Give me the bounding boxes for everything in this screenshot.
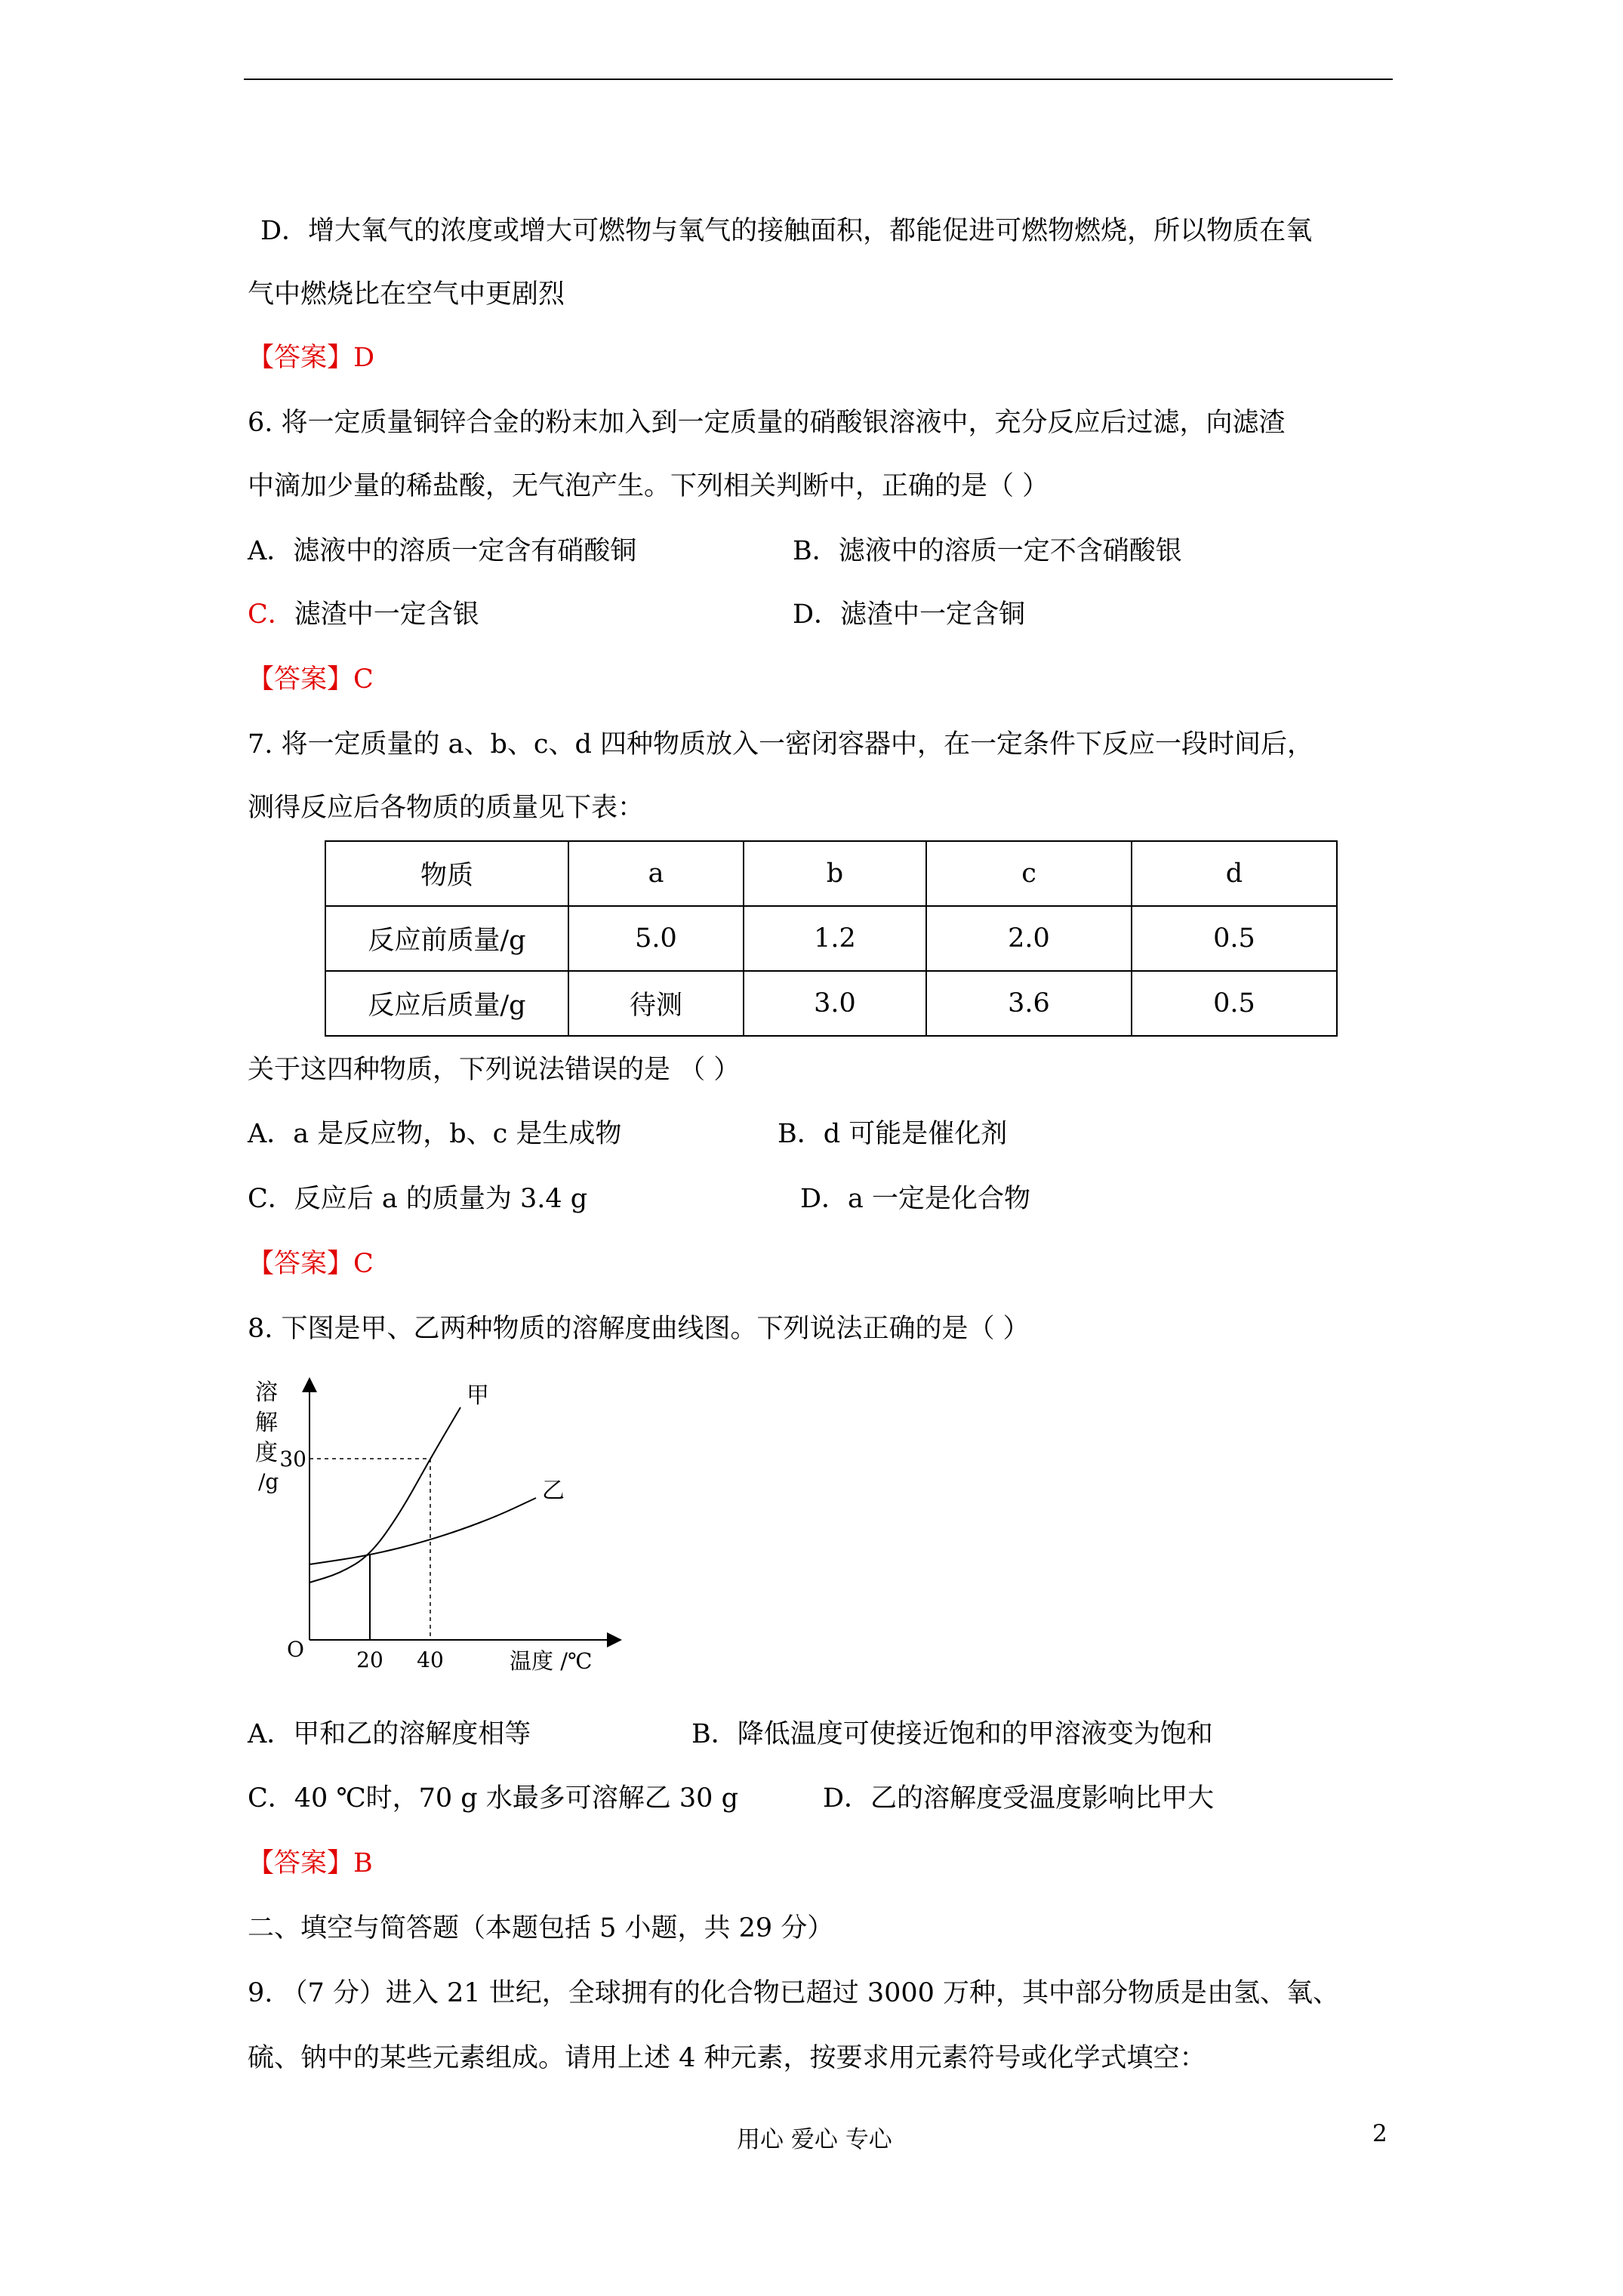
q9-line1: 9. （7 分）进入 21 世纪，全球拥有的化合物已超过 3000 万种，其中部分物质是由氢、氧、 <box>248 1978 1340 2008</box>
series-line-1 <box>310 1407 460 1583</box>
q7-stem-line2: 测得反应后各物质的质量见下表： <box>248 793 645 823</box>
q7-stem-line1: 7. 将一定质量的 a、b、c、d 四种物质放入一密闭容器中，在一定条件下反应一段时间后， <box>248 729 1314 760</box>
table-cell: 待测 <box>568 971 744 1036</box>
q6-stem-line1: 6. 将一定质量铜锌合金的粉末加入到一定质量的硝酸银溶液中，充分反应后过滤，向滤渣 <box>248 408 1286 438</box>
x-tick-label: 20 <box>356 1647 383 1672</box>
footer-motto: 用心 爱心 专心 <box>737 2126 892 2153</box>
q5-option-d-line1: D．增大氧气的浓度或增大可燃物与氧气的接触面积，都能促进可燃物燃烧，所以物质在氧 <box>260 216 1313 246</box>
q6-option-b: B．滤液中的溶质一定不含硝酸银 <box>793 536 1182 566</box>
q8-option-d: D．乙的溶解度受温度影响比甲大 <box>823 1783 1215 1814</box>
q9-line2: 硫、钠中的某些元素组成。请用上述 4 种元素，按要求用元素符号或化学式填空： <box>248 2043 1206 2073</box>
y-label-unit: /g <box>258 1469 279 1494</box>
table-cell: b <box>744 841 926 906</box>
origin-label: O <box>287 1637 304 1662</box>
section-2-title: 二、填空与简答题（本题包括 5 小题，共 29 分） <box>248 1913 834 1943</box>
mass-table <box>325 840 1338 1037</box>
q7-option-a: A．a 是反应物，b、c 是生成物 <box>248 1119 622 1149</box>
q7-option-d: D．a 一定是化合物 <box>800 1184 1031 1214</box>
q6-answer <box>248 663 374 696</box>
answer-value: C <box>353 664 374 695</box>
table-row <box>325 906 1337 971</box>
table-cell: 2.0 <box>926 906 1132 971</box>
table-cell: 反应前质量/g <box>325 906 568 971</box>
q6-option-a: A．滤液中的溶质一定含有硝酸铜 <box>248 536 637 566</box>
q6-option-d: D．滤渣中一定含铜 <box>793 599 1026 630</box>
table-cell: d <box>1132 841 1337 906</box>
series-label: 乙 <box>542 1478 565 1504</box>
table-cell: 0.5 <box>1132 906 1337 971</box>
page-number: 2 <box>1372 2120 1387 2147</box>
q8-option-a: A．甲和乙的溶解度相等 <box>248 1719 531 1749</box>
table-cell: 反应后质量/g <box>325 971 568 1036</box>
y-label-char: 解 <box>255 1410 278 1436</box>
answer-tag: 【答案】 <box>248 664 354 695</box>
table-cell: 5.0 <box>568 906 744 971</box>
q7-question: 关于这四种物质，下列说法错误的是 （ ） <box>248 1055 741 1085</box>
table-cell: 1.2 <box>744 906 926 971</box>
q8-answer <box>248 1847 373 1880</box>
y-label-char: 溶 <box>255 1379 278 1406</box>
table-cell: a <box>568 841 744 906</box>
solubility-chart <box>253 1374 623 1676</box>
answer-value: B <box>353 1848 373 1878</box>
q5-option-d-line2: 气中燃烧比在空气中更剧烈 <box>248 279 565 310</box>
answer-tag: 【答案】 <box>248 1848 354 1878</box>
series-line-2 <box>310 1498 536 1564</box>
q8-option-c: C．40 ℃时，70 g 水最多可溶解乙 30 g <box>248 1783 738 1814</box>
table-cell: c <box>926 841 1132 906</box>
table-cell: 3.6 <box>926 971 1132 1036</box>
header-rule <box>244 79 1393 80</box>
table-cell: 0.5 <box>1132 971 1337 1036</box>
q6-option-c <box>248 598 479 631</box>
answer-value: D <box>353 343 375 373</box>
y-tick-label: 30 <box>279 1447 306 1472</box>
q8-stem: 8. 下图是甲、乙两种物质的溶解度曲线图。下列说法正确的是（ ） <box>248 1314 1030 1344</box>
table-cell: 3.0 <box>744 971 926 1036</box>
y-label-char: 度 <box>255 1440 278 1466</box>
table-header-row <box>325 841 1337 906</box>
option-c-text: 滤渣中一定含银 <box>294 599 479 630</box>
answer-value: C <box>353 1249 374 1279</box>
table-cell: 物质 <box>325 841 568 906</box>
series-label: 甲 <box>467 1382 489 1409</box>
x-axis-label: 温度 /℃ <box>510 1648 593 1674</box>
option-c-letter: C． <box>248 599 294 630</box>
answer-tag: 【答案】 <box>248 343 354 373</box>
q7-option-b: B．d 可能是催化剂 <box>778 1119 1008 1149</box>
answer-tag: 【答案】 <box>248 1249 354 1279</box>
q7-answer <box>248 1247 374 1281</box>
table-row <box>325 971 1337 1036</box>
q6-stem-line2: 中滴加少量的稀盐酸，无气泡产生。下列相关判断中，正确的是（ ） <box>248 471 1049 501</box>
q5-answer <box>248 341 374 374</box>
q7-option-c: C．反应后 a 的质量为 3.4 g <box>248 1184 588 1214</box>
q8-option-b: B．降低温度可使接近饱和的甲溶液变为饱和 <box>691 1719 1213 1749</box>
x-tick-label: 40 <box>417 1647 444 1672</box>
